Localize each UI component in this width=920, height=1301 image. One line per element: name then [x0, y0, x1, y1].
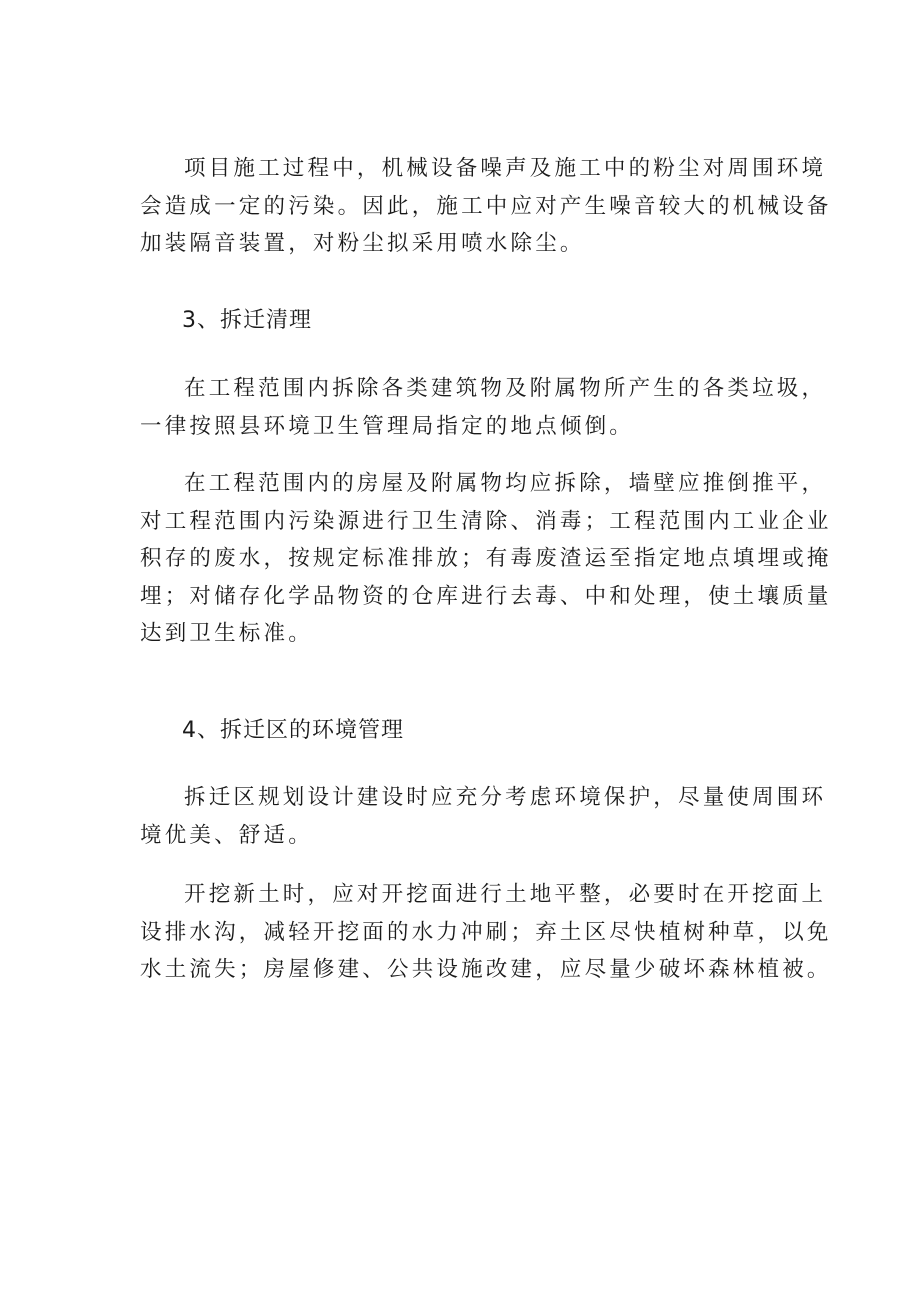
- text-line: 在工程范围内拆除各类建筑物及附属物所产生的各类垃圾，: [184, 376, 827, 401]
- section-heading-environment-management: 4、拆迁区的环境管理: [182, 718, 404, 743]
- text-line: 会造成一定的污染。因此，施工中应对产生噪音较大的机械设备: [140, 193, 832, 219]
- text-line: 埋；对储存化学品物资的仓库进行去毒、中和处理，使土壤质量: [140, 583, 832, 609]
- text-line: 拆迁区规划设计建设时应充分考虑环境保护，尽量使周围环: [184, 785, 827, 810]
- text-line: 加装隔音装置，对粉尘拟采用喷水除尘。: [140, 231, 585, 256]
- paragraph-building-removal: [140, 465, 832, 653]
- text-line: 在工程范围内的房屋及附属物均应拆除，墙壁应推倒推平，: [184, 471, 827, 496]
- text-line: 开挖新土时，应对开挖面进行土地平整，必要时在开挖面上: [184, 882, 827, 907]
- paragraph-noise-dust: [140, 150, 832, 263]
- text-line: 境优美、舒适。: [140, 822, 313, 848]
- paragraph-waste-disposal: [140, 370, 827, 445]
- text-line: 设排水沟，减轻开挖面的水力冲刷；弃土区尽快植树种草，以免: [140, 919, 832, 945]
- text-line: 达到卫生标准。: [140, 621, 313, 646]
- text-line: 水土流失；房屋修建、公共设施改建，应尽量少破坏森林植被。: [140, 957, 832, 982]
- paragraph-excavation: [140, 876, 832, 989]
- text-line: 一律按照县环境卫生管理局指定的地点倾倒。: [140, 413, 635, 439]
- text-line: 项目施工过程中，机械设备噪声及施工中的粉尘对周围环境: [184, 156, 827, 181]
- text-line: 积存的废水，按规定标准排放；有毒废渣运至指定地点填埋或掩: [140, 546, 832, 571]
- paragraph-planning-design: [140, 779, 827, 854]
- text-line: 对工程范围内污染源进行卫生清除、消毒；工程范围内工业企业: [140, 508, 832, 534]
- section-heading-demolition-cleanup: 3、拆迁清理: [182, 308, 312, 333]
